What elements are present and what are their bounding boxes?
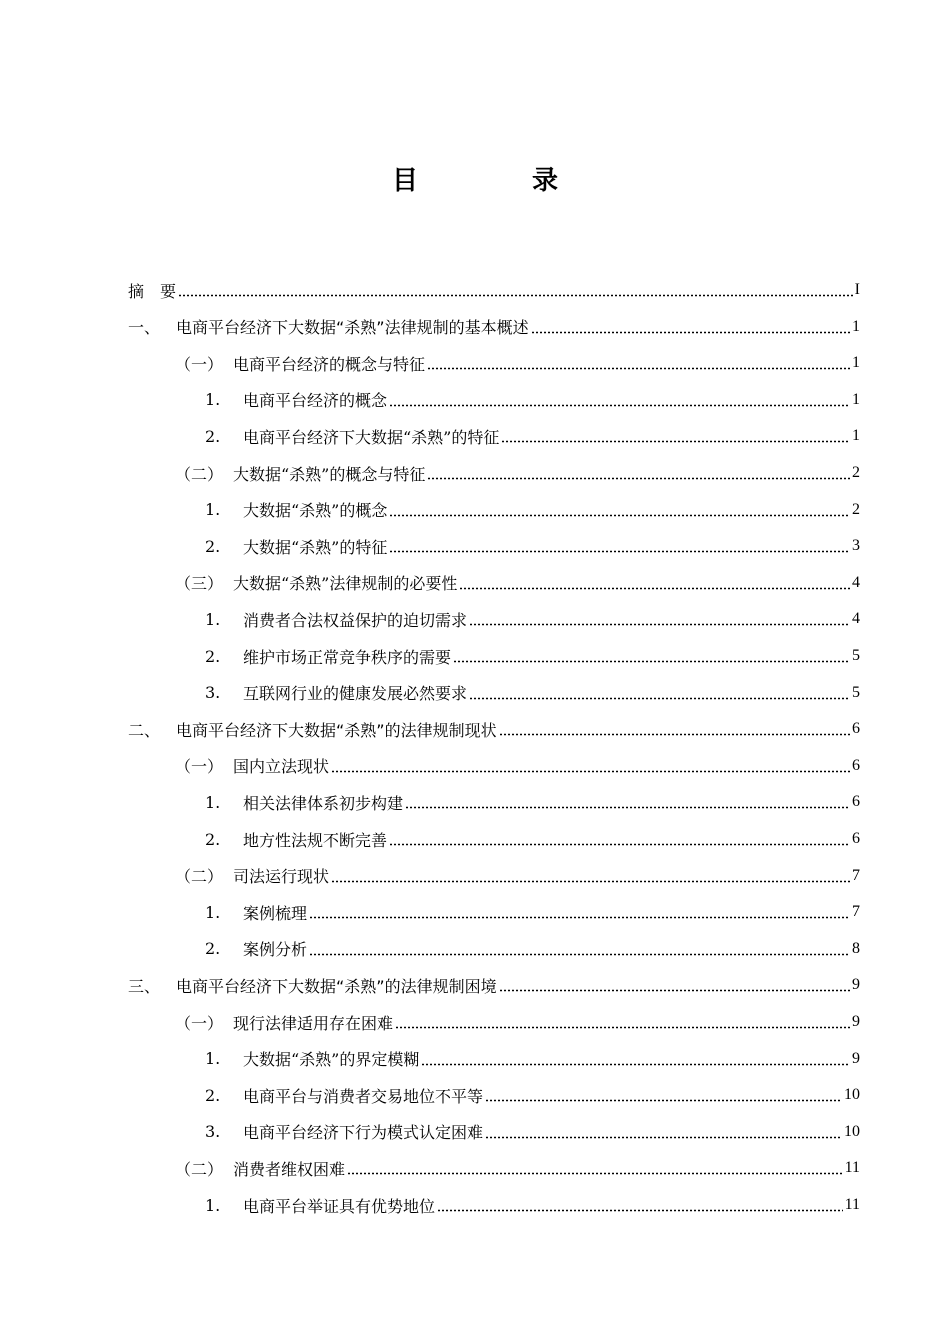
toc-entry-page-number: 9 [852,976,860,994]
toc-entry[interactable] [175,1004,860,1040]
dot-leader [389,391,850,407]
toc-entry-number: 1. [205,1195,221,1215]
toc-entry-page-number: 8 [852,939,860,957]
toc-entry-page-number: 4 [852,610,860,628]
toc-entry-label: 大数据“杀熟”的概念 [243,501,388,521]
dot-leader [309,940,850,956]
toc-entry[interactable] [205,418,860,454]
toc-entry[interactable] [205,1114,860,1150]
toc-entry-page-number: 1 [852,390,860,408]
toc-entry[interactable] [128,711,860,747]
toc-entry-label: 大数据“杀熟”的概念与特征 [233,464,426,484]
page-title: 目 录 [391,166,602,196]
toc-entry[interactable] [205,382,860,418]
dot-leader [309,903,850,919]
toc-entry-label: 大数据“杀熟”的界定模糊 [243,1050,420,1070]
toc-entry-page-number: 4 [852,573,860,591]
toc-entry-page-number: 6 [852,756,860,774]
dot-leader [485,1086,842,1102]
toc-entry-page-number: 6 [852,793,860,811]
toc-entry-number: 一、 [128,318,161,338]
toc-entry-page-number: 6 [852,720,860,738]
toc-entry-page-number: 9 [852,1049,860,1067]
toc-entry[interactable] [205,675,860,711]
toc-entry-page-number: 5 [852,647,860,664]
toc-entry-number: 1. [205,792,221,812]
dot-leader [469,684,850,700]
dot-leader [421,1050,850,1066]
toc-entry[interactable] [175,748,860,784]
dot-leader [405,793,850,809]
toc-entry[interactable] [205,638,860,674]
toc-entry-page-number: 2 [852,500,860,518]
toc-entry-page-number: 10 [844,1122,860,1140]
toc-entry-label: 地方性法规不断完善 [243,830,388,850]
dot-leader [389,501,850,517]
toc-entry-page-number: 10 [844,1086,860,1104]
dot-leader [395,1013,850,1029]
toc-entry[interactable] [128,967,860,1003]
toc-entry-number: 2. [205,426,221,446]
toc-entry-page-number: 7 [852,903,860,921]
toc-entry-page-number: 9 [852,1013,860,1030]
toc-entry[interactable] [128,309,860,345]
toc-entry-label: 消费者合法权益保护的迫切需求 [243,610,468,630]
toc-entry-number: 1. [205,500,221,520]
toc-entry-label: 维护市场正常竞争秩序的需要 [243,647,452,667]
toc-entry[interactable] [205,1077,860,1113]
toc-entry[interactable] [205,1187,860,1223]
toc-entry-page-number: I [854,281,860,298]
toc-entry[interactable] [205,894,860,930]
dot-leader [485,1123,842,1139]
dot-leader [459,574,850,590]
toc-entry-page-number: 1 [852,427,860,445]
toc-entry-label: 电商平台经济的概念与特征 [233,354,426,374]
toc-entry-number: 2. [205,1085,221,1105]
toc-entry-label: 电商平台与消费者交易地位不平等 [243,1086,484,1106]
toc-entry-page-number: 6 [852,830,860,847]
dot-leader [437,1196,843,1212]
toc-entry-label: 现行法律适用存在困难 [233,1013,394,1033]
toc-entry-number: （一） [175,354,224,374]
toc-entry-number: 2. [205,536,221,556]
toc-entry-label: 电商平台举证具有优势地位 [243,1196,436,1216]
dot-leader [389,830,850,846]
toc-entry[interactable] [175,565,860,601]
dot-leader [389,537,850,553]
dot-leader [469,610,850,626]
toc-entry-label: 电商平台经济下大数据“杀熟”法律规制的基本概述 [176,318,529,338]
toc-entry-page-number: 11 [844,1196,860,1213]
toc-entry-label: 案例梳理 [243,903,308,923]
dot-leader [453,647,850,663]
dot-leader [427,464,850,480]
toc-entry-number: （二） [175,867,224,887]
toc-entry-number: 1. [205,609,221,629]
toc-entry-number: （二） [175,464,224,484]
toc-entry-label: 大数据“杀熟”法律规制的必要性 [233,574,458,594]
toc-entry[interactable] [205,784,860,820]
toc-entry[interactable] [128,272,860,308]
dot-leader [531,318,850,334]
toc-entry-label: 电商平台经济的概念 [243,391,388,411]
dot-leader [499,976,850,992]
dot-leader [347,1159,843,1175]
toc-entry[interactable] [175,455,860,491]
toc-entry-page-number: 5 [852,683,860,701]
toc-entry-label: 互联网行业的健康发展必然要求 [243,684,468,704]
toc-entry-number: 3. [205,1122,221,1142]
toc-entry-label: 大数据“杀熟”的特征 [243,537,388,557]
toc-entry-number: 2. [205,939,221,959]
dot-leader [178,281,853,297]
toc-entry-page-number: 1 [852,354,860,372]
toc-entry-number: （二） [175,1159,224,1179]
toc-entry-number: 2. [205,829,221,849]
toc-entry[interactable] [175,345,860,381]
toc-entry-number: （一） [175,1013,224,1033]
toc-entry-page-number: 1 [852,317,860,335]
toc-entry-label: 国内立法现状 [233,757,330,777]
toc-entry[interactable] [205,931,860,967]
toc-entry-number: 1. [205,390,221,410]
toc-entry[interactable] [205,821,860,857]
dot-leader [427,354,850,370]
toc-entry-label: 电商平台经济下大数据“杀熟”的法律规制困境 [176,976,497,996]
toc-entry-label: 司法运行现状 [233,867,330,887]
toc-entry-page-number: 2 [852,464,860,481]
toc-entry-number: （三） [175,574,224,594]
toc-entry-number: 2. [205,646,221,666]
toc-entry[interactable] [205,1041,860,1077]
toc-entry-page-number: 11 [844,1159,860,1177]
toc-entry-label: 电商平台经济下大数据“杀熟”的特征 [243,427,500,447]
toc-entry-number: （一） [175,757,224,777]
toc-entry-number: 二、 [128,720,161,740]
toc-entry-label: 电商平台经济下大数据“杀熟”的法律规制现状 [176,720,497,740]
toc-entry[interactable] [205,528,860,564]
toc-entry-page-number: 7 [852,866,860,884]
toc-entry-label: 案例分析 [243,940,308,960]
toc-entry-label: 相关法律体系初步构建 [243,793,404,813]
toc-entry-number: 3. [205,683,221,703]
toc-entry[interactable] [175,858,860,894]
toc-entry-label: 消费者维权困难 [233,1159,346,1179]
toc-entry[interactable] [205,492,860,528]
toc-entry-page-number: 3 [852,537,860,555]
toc-entry-number: 三、 [128,976,161,996]
toc-entry[interactable] [175,1150,860,1186]
toc-entry-number: 摘 要 [128,281,177,301]
dot-leader [499,720,850,736]
dot-leader [331,757,850,773]
toc-entry-label: 电商平台经济下行为模式认定困难 [243,1123,484,1143]
dot-leader [331,867,850,883]
toc-entry[interactable] [205,601,860,637]
toc-entry-number: 1. [205,1049,221,1069]
toc-entry-number: 1. [205,902,221,922]
dot-leader [501,427,850,443]
